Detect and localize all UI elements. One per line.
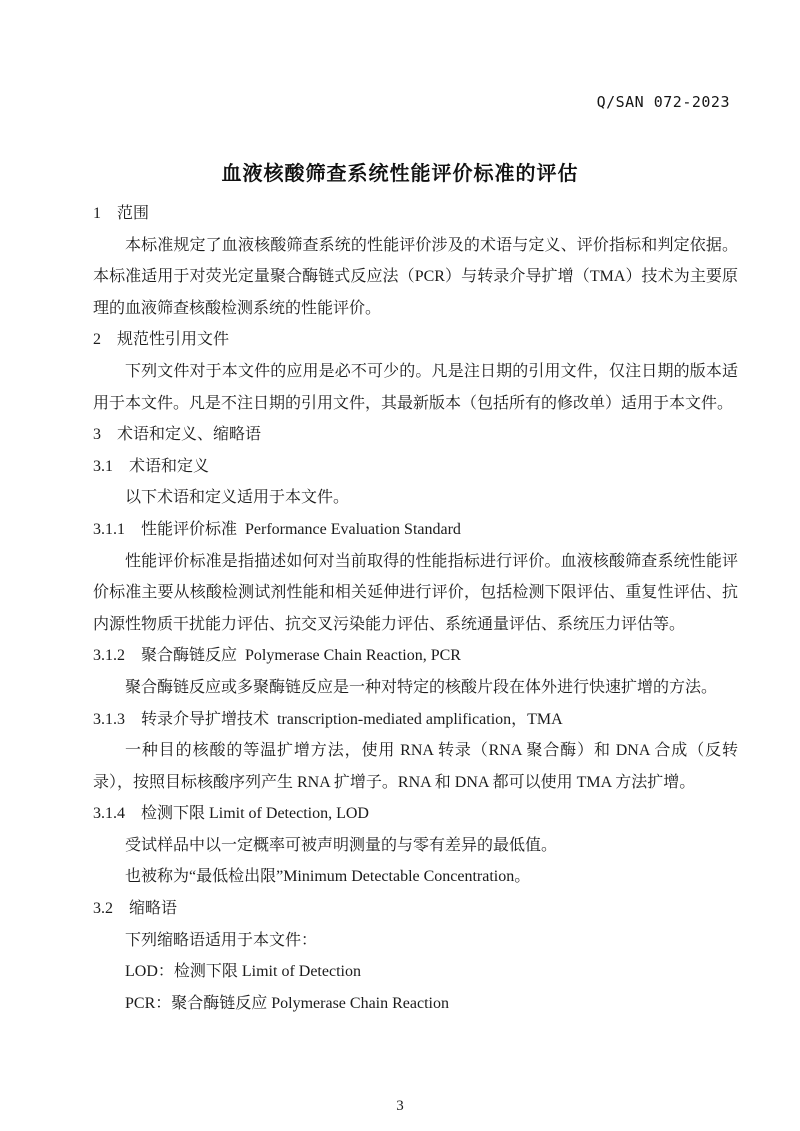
section-heading: 3 术语和定义、缩略语 <box>93 426 262 444</box>
paragraph: 性能评价标准是指描述如何对当前取得的性能指标进行评价。血液核酸筛查系统性能评价标准主要从核酸检测试剂性能和相关延伸进行评价，包括检测下限评估、重复性评估、抗内源性物质干扰能力评估、抗交叉污染能力评估、系统通量评估、系统压力评估等。 <box>93 552 738 633</box>
doc-code: Q/SAN 072-2023 <box>596 93 730 111</box>
section-heading: 3.1 术语和定义 <box>93 457 210 475</box>
section-heading: 3.1.2 聚合酶链反应 Polymerase Chain Reaction, PCR <box>93 647 461 665</box>
section-heading: 3.2 缩略语 <box>93 900 178 918</box>
paragraph: 一种目的核酸的等温扩增方法，使用 RNA 转录（RNA 聚合酶）和 DNA 合成（反转录），按照目标核酸序列产生 RNA 扩增子。RNA 和 DNA 都可以使用 TMA 方法扩增。 <box>93 742 738 791</box>
section-heading: 3.1.1 性能评价标准 Performance Evaluation Standard <box>93 520 461 538</box>
section-heading: 3.1.3 转录介导扩增技术 transcription-mediated amplification，TMA <box>93 710 563 728</box>
page-title: 血液核酸筛查系统性能评价标准的评估 <box>221 163 579 185</box>
paragraph: 下列文件对于本文件的应用是必不可少的。凡是注日期的引用文件，仅注日期的版本适用于本文件。凡是不注日期的引用文件，其最新版本（包括所有的修改单）适用于本文件。 <box>93 362 738 412</box>
paragraph: 本标准规定了血液核酸筛查系统的性能评价涉及的术语与定义、评价指标和判定依据。本标准适用于对荧光定量聚合酶链式反应法（PCR）与转录介导扩增（TMA）技术为主要原理的血液筛查核酸检测系统的性能评价。 <box>93 236 738 317</box>
paragraph: 下列缩略语适用于本文件： <box>125 931 318 949</box>
paragraph: 以下术语和定义适用于本文件。 <box>125 489 350 507</box>
paragraph: PCR：聚合酶链反应 Polymerase Chain Reaction <box>125 994 449 1012</box>
section-heading: 3.1.4 检测下限 Limit of Detection, LOD <box>93 805 369 823</box>
paragraph: 受试样品中以一定概率可被声明测量的与零有差异的最低值。 <box>125 836 558 854</box>
section-heading: 2 规范性引用文件 <box>93 331 230 349</box>
paragraph: 聚合酶链反应或多聚酶链反应是一种对特定的核酸片段在体外进行快速扩增的方法。 <box>125 678 718 696</box>
paragraph: 也被称为“最低检出限”Minimum Detectable Concentration。 <box>125 868 531 886</box>
page-number: 3 <box>396 1098 404 1114</box>
section-heading: 1 范围 <box>93 205 150 222</box>
document-body <box>93 198 738 1019</box>
paragraph: LOD：检测下限 Limit of Detection <box>125 963 361 981</box>
